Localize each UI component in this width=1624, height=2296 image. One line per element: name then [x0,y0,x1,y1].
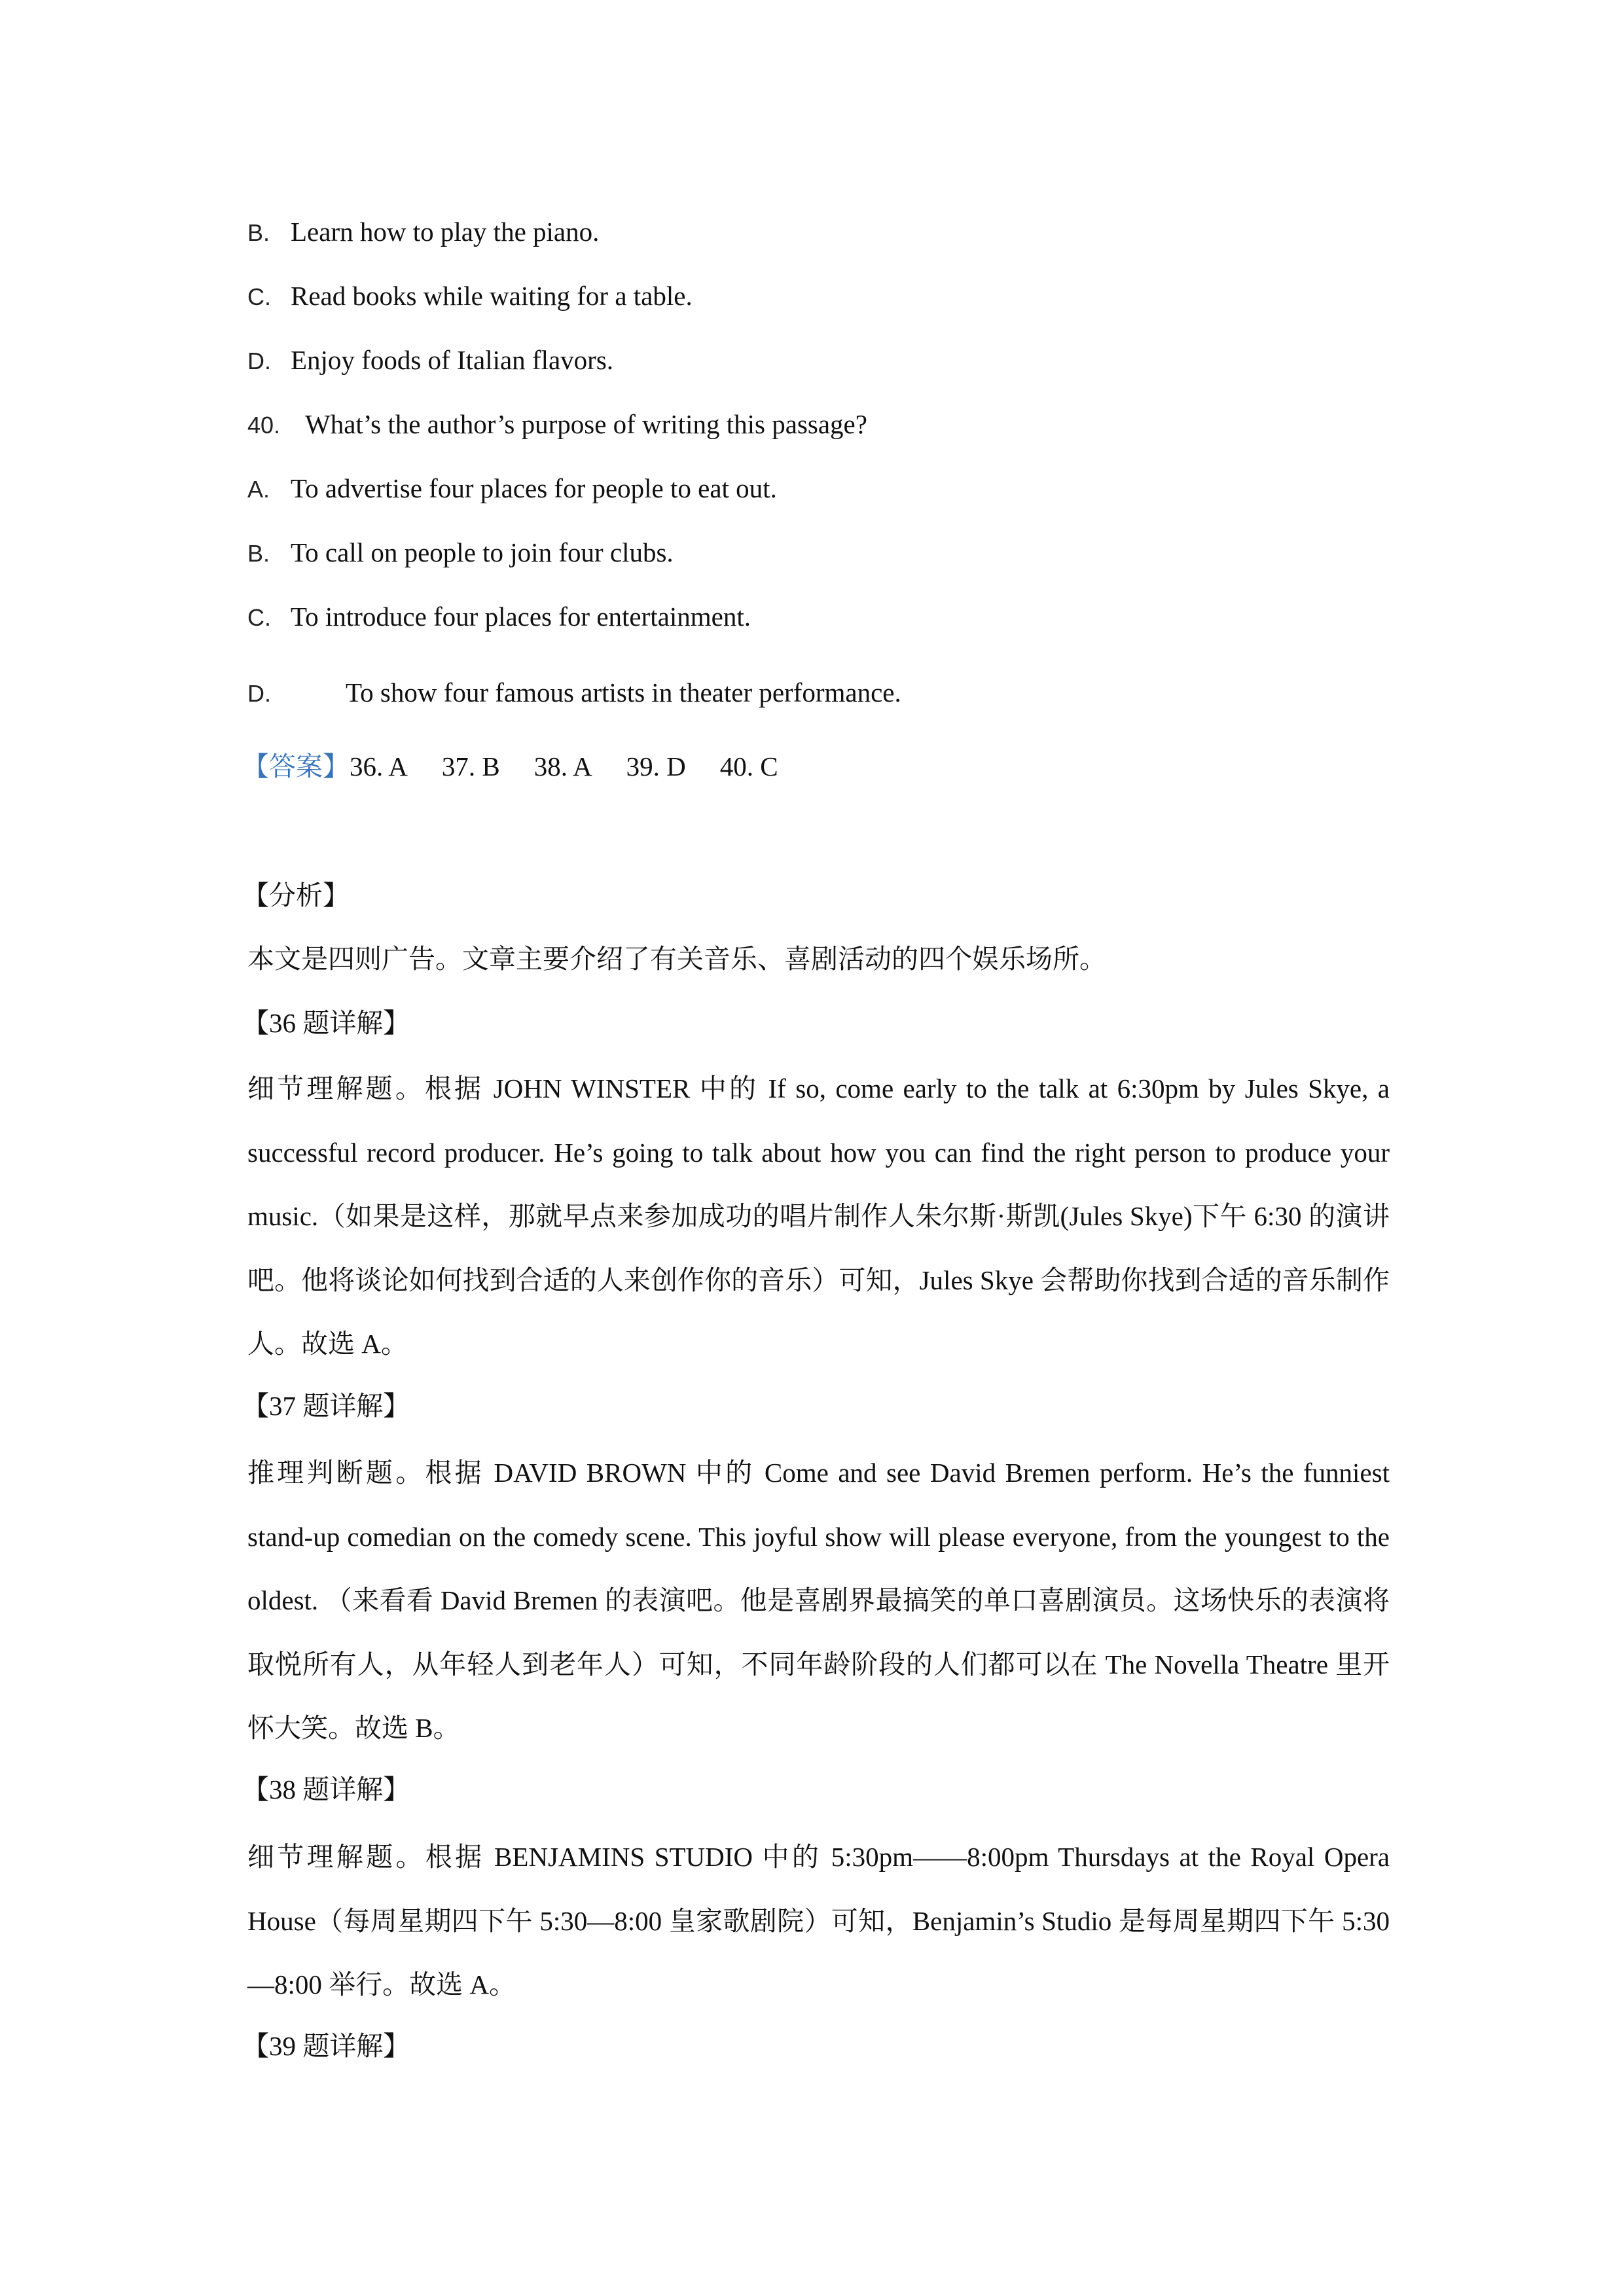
detail-36-heading: 【36 题详解】 [242,1008,410,1038]
detail-36-text: 细节理解题。根据 JOHN WINSTER 中的 If so, come early to the talk at 6:30pm by Jules Skye, a successful record producer. He’s going to talk about how you can find the right person to produce your music.（如果是这样，那就早点来参加成功的唱片制作人朱尔斯·斯凯(Jules Skye)下午 6:30 的演讲吧。他将谈论如何找到合适的人来创作你的音乐）可知，Jules Skye 会帮助你找到合适的音乐制作人。故选 A。 [247,1073,1390,1359]
q40-option-d [247,674,1390,712]
option-letter: B. [247,540,270,567]
answer-item: 38. A [533,751,592,781]
answer-item: 37. B [441,751,500,781]
detail-37-heading: 【37 题详解】 [242,1391,410,1421]
option-letter: C. [247,283,271,310]
detail-39-heading: 【39 题详解】 [242,2031,410,2061]
option-letter: D. [247,348,271,374]
q40-option-b [247,534,1390,572]
option-text: To advertise four places for people to eat out. [291,473,777,503]
option-text: To introduce four places for entertainment. [291,601,751,632]
option-text: To show four famous artists in theater performance. [346,677,901,708]
analysis-heading: 【分析】 [242,880,350,910]
option-text: Read books while waiting for a table. [291,281,693,311]
option-letter: B. [247,219,270,246]
option-letter: A. [247,476,270,503]
answer-key [242,748,1384,785]
option-text: Learn how to play the piano. [291,217,600,247]
option-text: Enjoy foods of Italian flavors. [291,345,614,375]
answer-item: 40. C [719,751,778,781]
detail-38-heading: 【38 题详解】 [242,1774,410,1804]
analysis-summary: 本文是四则广告。文章主要介绍了有关音乐、喜剧活动的四个娱乐场所。 [247,944,1106,974]
detail-38-text: 细节理解题。根据 BENJAMINS STUDIO 中的 5:30pm——8:00pm Thursdays at the Royal Opera House（每周星期四下午 5:30—8:00 皇家歌剧院）可知，Benjamin’s Studio 是每周星期四下午 5:30—8:00 举行。故选 A。 [247,1842,1390,2000]
question-text: What’s the author’s purpose of writing this passage? [305,409,867,439]
q39-option-c [247,278,1390,315]
detail-37-text: 推理判断题。根据 DAVID BROWN 中的 Come and see David Bremen perform. He’s the funniest stand-up comedian on the comedy scene. This joyful show will please everyone, from the youngest to the oldest. （来看看 David Bremen 的表演吧。他是喜剧界最搞笑的单口喜剧演员。这场快乐的表演将取悦所有人，从年轻人到老年人）可知，不同年龄阶段的人们都可以在 The Novella Theatre 里开怀大笑。故选 B。 [247,1458,1390,1743]
q40-option-c [247,598,1390,636]
q39-option-d [247,342,1390,380]
answer-item: 39. D [626,751,686,781]
q40-option-a [247,470,1390,508]
answer-label: 【答案】 [242,751,350,781]
answer-item: 36. A [350,751,408,781]
question-number: 40. [247,412,281,439]
question-40 [247,406,1390,444]
option-letter: D. [247,680,271,707]
q39-option-b [247,213,1390,251]
option-text: To call on people to join four clubs. [291,537,674,567]
option-letter: C. [247,604,271,631]
